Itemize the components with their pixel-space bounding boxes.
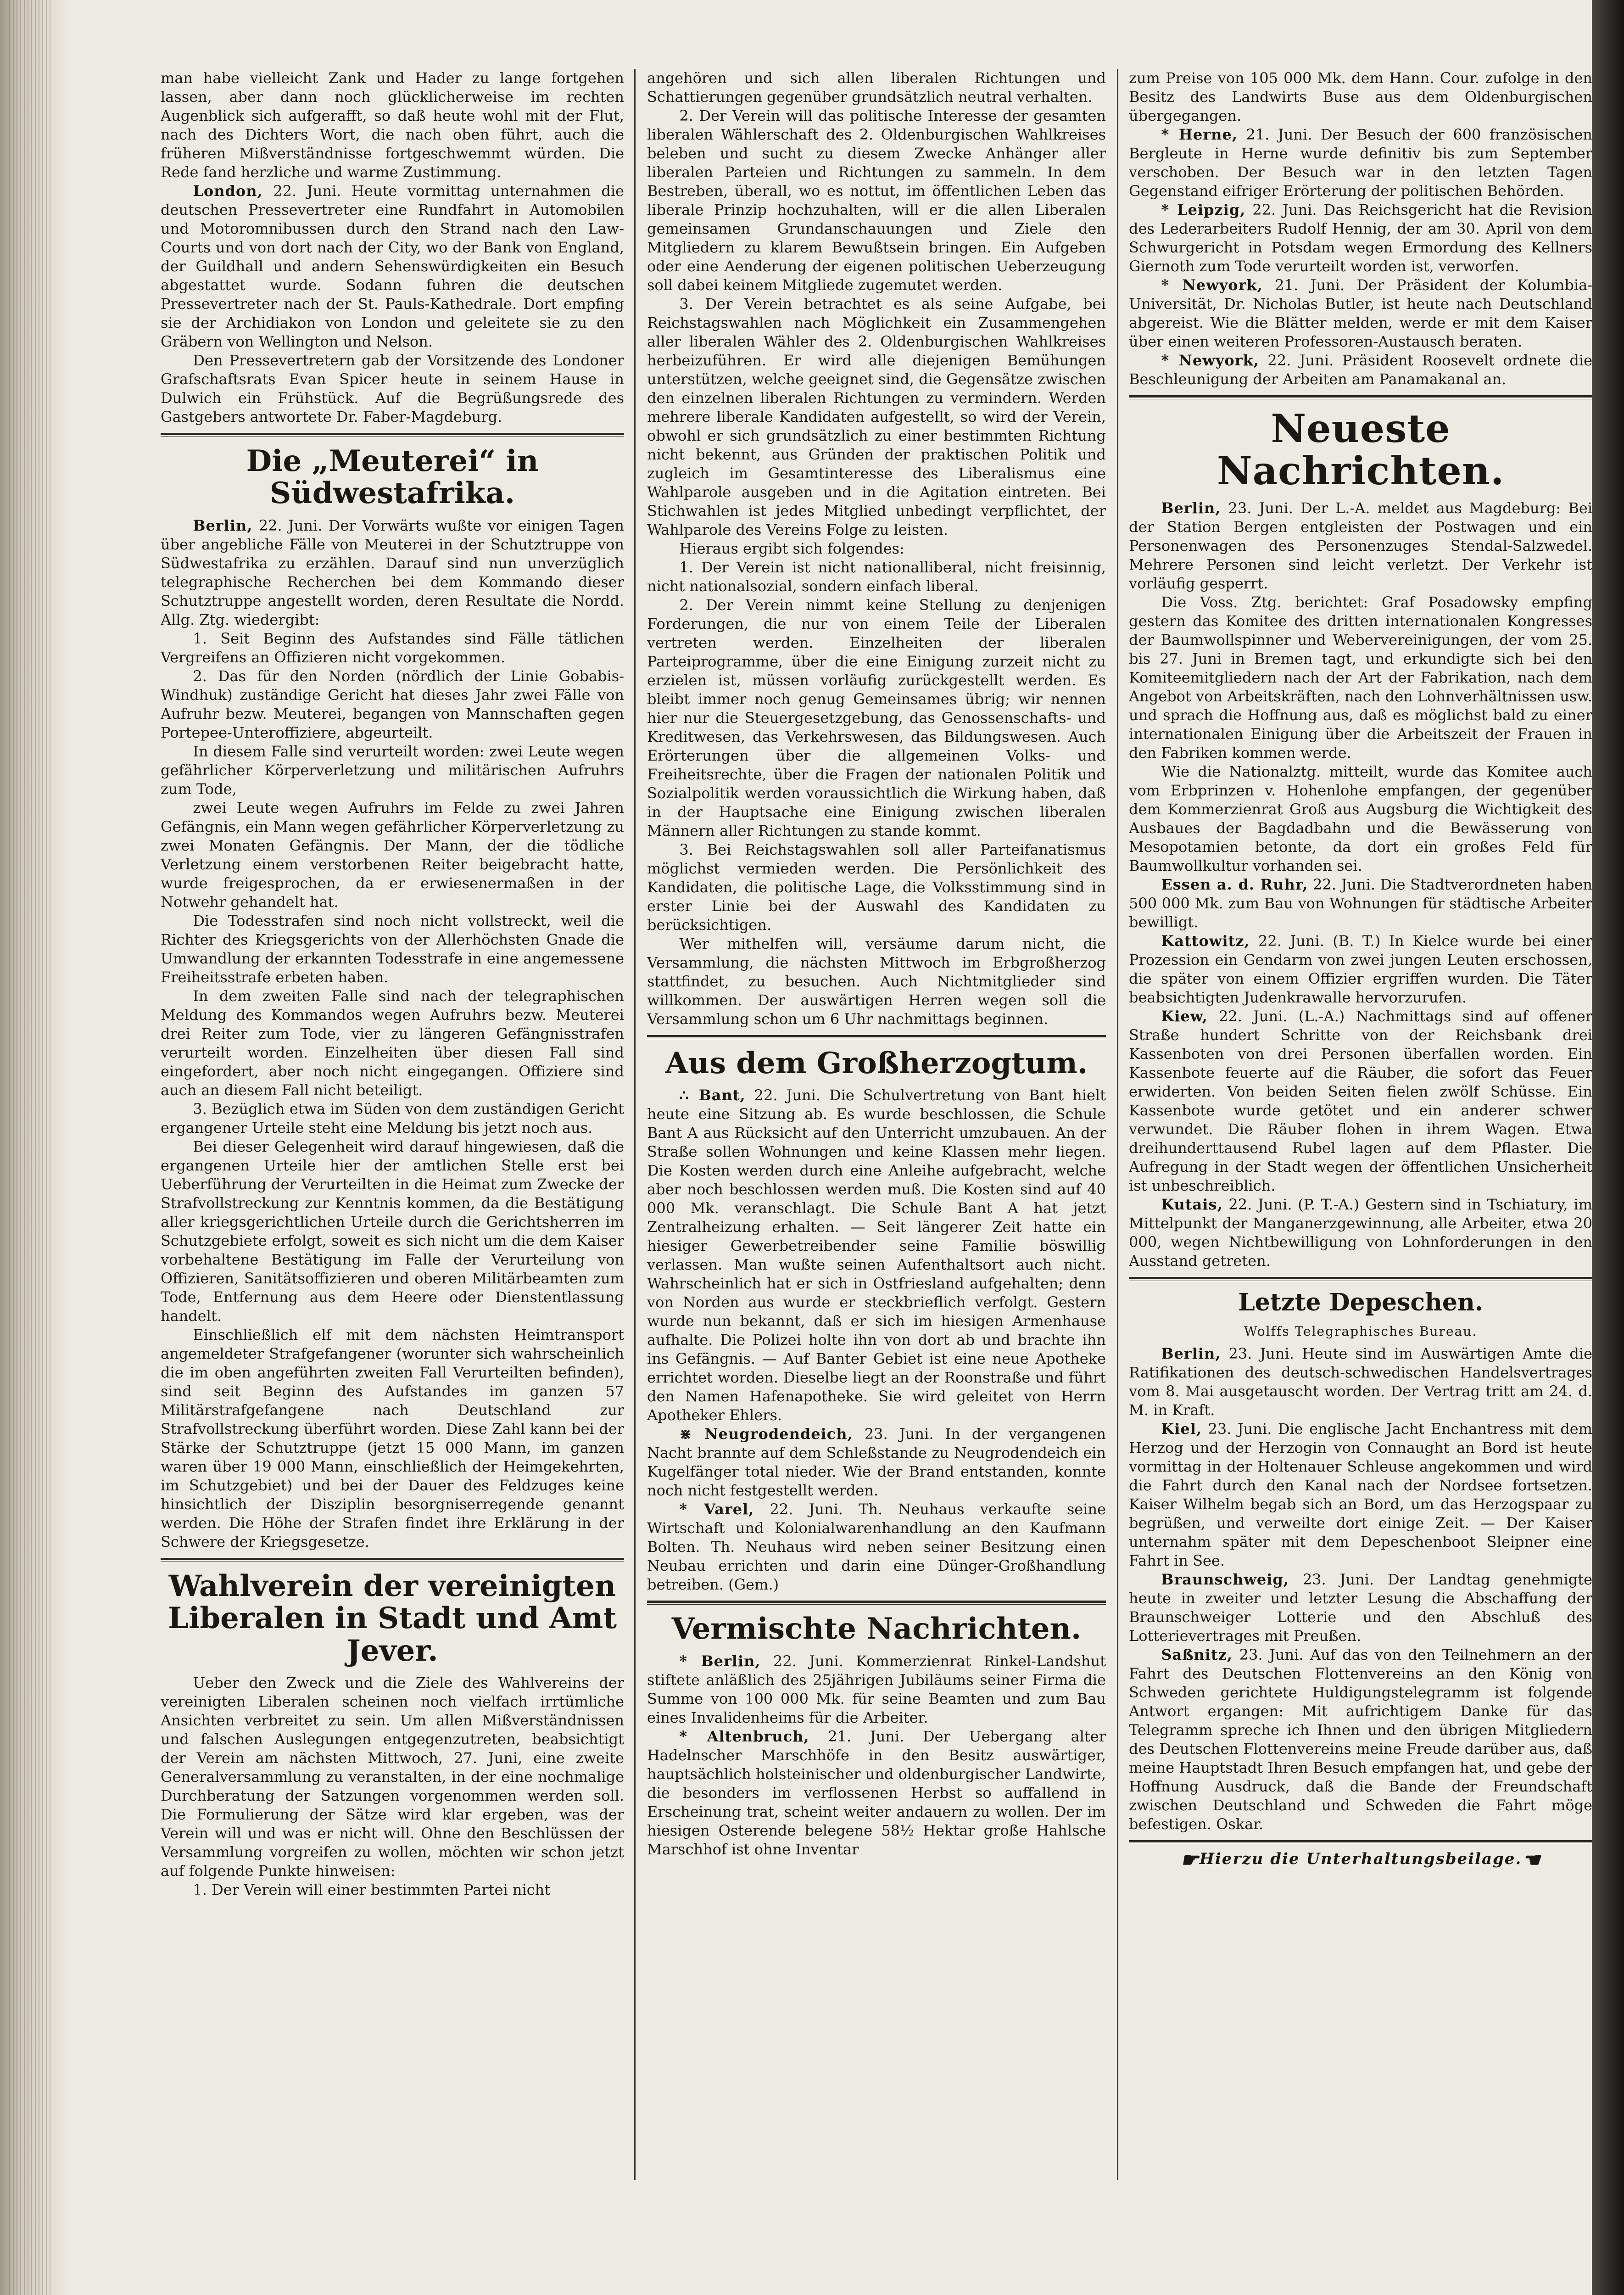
article-paragraph — [647, 295, 1106, 539]
paragraph-text: 22. Juni. Kommerzienrat Rinkel-Landshut stiftete anläßlich des 25jährigen Jubiläums seiner Firma die Summe von 100 000 Mk. für seine Beamten und zum Bau eines Invalidenheims für die Arbeiter. — [647, 1652, 1106, 1726]
paragraph-text: 3. Bezüglich etwa im Süden von dem zuständigen Gericht ergangener Urteile steht eine Meldung bis jetzt noch aus. — [161, 1100, 624, 1136]
dateline: Kiel, — [1161, 1420, 1202, 1438]
paragraph-text: 22. Juni. Die Schulvertretung von Bant hielt heute eine Sitzung ab. Es wurde beschlossen, die Schule Bant A aus Rücksicht auf den Unterricht umzubauen. An der Straße sollen Wohnungen und keine Klassen mehr liegen. Die Kosten werden durch eine Anleihe aufgebracht, welche aber noch beschlossen werden muß. Die Kosten sind auf 40 000 Mk. veranschlagt. Die Schule Bant A hat jetzt Zentralheizung erhalten. — Seit längerer Zeit hatte ein hiesiger Gewerbetreibender seine Familie böswillig verlassen. Man wußte seinen Aufenthaltsort auch nicht. Wahrscheinlich hat er sich in Ostfriesland aufgehalten; denn von Norden aus wurde er steckbrieflich verfolgt. Gestern wurde nun bekannt, daß er sich im hiesigen Armenhause aufhalte. Die Polizei holte ihn von dort ab und brachte ihn ins Gefängnis. — Auf Banter Gebiet ist eine neue Apotheke errichtet worden. Dieselbe liegt an der Roonstraße und führt den Namen Hafenapotheke. Sie wird geleitet von Herrn Apotheker Ehlers. — [647, 1086, 1106, 1424]
dateline: Saßnitz, — [1161, 1646, 1233, 1663]
article-paragraph — [1129, 1420, 1592, 1570]
article-paragraph — [1129, 201, 1592, 276]
article-paragraph — [647, 935, 1106, 1029]
paragraph-text: Bei dieser Gelegenheit wird darauf hingewiesen, daß die ergangenen Urteile hier der amtlichen Stelle erst bei Ueberführung der Verurteilten in die Heimat zum Zwecke der Strafvollstreckung zur Kenntnis kommen, da die Bestätigung aller kriegsgerichtlichen Urteile durch die Gerichtsherren im Schutzgebiete erfolgt, soweit es sich nicht um die dem Kaiser vorbehaltene Bestätigung im Falle der Verurteilung von Offizieren, Sanitätsoffizieren und oberen Militärbeamten zum Tode, Entfernung aus dem Heere oder Dienstentlassung handelt. — [161, 1137, 624, 1325]
column-divider — [634, 69, 636, 2180]
article-paragraph — [161, 351, 624, 426]
dateline: Kiew, — [1161, 1007, 1208, 1025]
section-rule — [1129, 1277, 1592, 1281]
paragraph-text: 22. Juni. (L.-A.) Nachmittags sind auf offener Straße hundert Schritte von der Reichsbank drei Kassenboten von drei Personen überfallen worden. Ein Kassenbote feuerte auf die Räuber, die sofort das Feuer erwiderten. Von beiden Seiten fielen zwölf Schüsse. Ein Kassenbote wurde getötet und ein anderer schwer verwundet. Die Räuber flohen in ihrem Wagen. Etwa dreihunderttausend Rubel lagen auf dem Pflaster. Die Aufregung in der Stadt wegen der öffentlichen Unsicherheit ist unbeschreiblich. — [1129, 1007, 1592, 1194]
paragraph-text: 23. Juni. Auf das von den Teilnehmern an der Fahrt des Deutschen Flottenvereins an den König von Schweden gerichtete Huldigungstelegramm ist folgende Antwort ergangen: Mit aufrichtigem Danke für das Telegramm spreche ich Ihnen und den übrigen Mitgliedern des Deutschen Flottenvereins meine Freude darüber aus, daß meine Hauptstadt Ihren Besuch empfangen hat, und gebe der Hoffnung Ausdruck, daß die Bande der Freundschaft zwischen Deutschland und Schweden die Fahrt möge befestigen. Oskar. — [1129, 1646, 1592, 1833]
column-1 — [161, 69, 624, 2180]
article-paragraph — [647, 539, 1106, 558]
article-paragraph — [1129, 125, 1592, 201]
column-2 — [647, 69, 1106, 2180]
paragraph-text: 22. Juni. Die Stadtverordneten haben 500 000 Mk. zum Bau von Wohnungen für städtische Arbeiter bewilligt. — [1129, 875, 1592, 931]
article-paragraph — [1129, 875, 1592, 932]
dateline: Berlin, — [193, 516, 253, 534]
paragraph-text: Die Todesstrafen sind noch nicht vollstreckt, weil die Richter des Kriegsgerichts von der Allerhöchsten Gnade die Umwandlung der erkannten Todesstrafe in eine angemessene Freiheitsstrafe erbeten haben. — [161, 912, 624, 986]
supplement-note — [1129, 1850, 1592, 1870]
section-headline: Vermischte Nachrichten. — [671, 1612, 1082, 1646]
section-rule — [647, 1601, 1106, 1605]
article-paragraph — [1129, 499, 1592, 593]
dateline: * Leipzig, — [1161, 201, 1246, 218]
article-paragraph — [1129, 69, 1592, 125]
paragraph-text: 2. Der Verein will das politische Interesse der gesamten liberalen Wählerschaft des 2. Oldenburgischen Wahlkreises beleben und sucht zu diesem Zwecke Anhänger aller liberalen Parteien und Richtungen zu sammeln. In dem Bestreben, überall, wo es nottut, im öffentlichen Leben das liberale Prinzip hochzuhalten, will er die allen Liberalen gemeinsamen Grundanschauungen und Ziele den Mitgliedern zu klarem Bewußtsein bringen. Ein Aufgeben oder eine Aenderung der eigenen politischen Ueberzeugung soll dabei keinem Mitgliede zugemutet werden. — [647, 107, 1106, 294]
article-paragraph — [161, 1137, 624, 1326]
dateline: Berlin, — [1161, 1344, 1221, 1362]
dateline: * Berlin, — [679, 1652, 761, 1670]
article-paragraph — [647, 1652, 1106, 1727]
dateline: * Altenbruch, — [679, 1727, 809, 1745]
article-paragraph — [161, 516, 624, 629]
paragraph-text: 22. Juni. Th. Neuhaus verkaufte seine Wirtschaft und Kolonialwarenhandlung an den Kaufmann Bolten. Th. Neuhaus wird neben seiner Besitzung einen Neubau errichten und darin eine Dünger-Großhandlung betreiben. (Gem.) — [647, 1500, 1106, 1594]
article-paragraph — [647, 1500, 1106, 1594]
pointing-hand-icon: ☚ — [1522, 1848, 1541, 1872]
paragraph-text: 21. Juni. Der Uebergang alter Hadelnscher Marschhöfe in den Besitz auswärtiger, hauptsächlich holsteinischer und oldenburgischer Landwirte, die besonders im verflossenen Herbst so auffallend in Erscheinung trat, scheint weiter andauern zu wollen. Der im hiesigen Osterende belegene 58½ Hektar große Hahlsche Marschhof ist ohne Inventar — [647, 1727, 1106, 1858]
dateline: Essen a. d. Ruhr, — [1161, 875, 1308, 893]
section-headline: Die „Meuterei“ in Südwestafrika. — [246, 444, 539, 511]
dateline: ∴ Bant, — [679, 1086, 746, 1104]
paragraph-text: 22. Juni. Das Reichsgericht hat die Revision des Lederarbeiters Rudolf Hennig, der am 30. April von dem Schwurgericht in Potsdam wegen Ermordung des Kellners Giernoth zum Tode verurteilt worden ist, verworfen. — [1129, 201, 1592, 275]
article-paragraph — [647, 1727, 1106, 1859]
paragraph-text: Wie die Nationalztg. mitteilt, wurde das Komitee auch vom Erbprinzen v. Hohenlohe empfangen, der gegenüber dem Kommerzienrat Groß aus Augsburg die Wichtigkeit des Ausbaues der Bagdadbahn und die Bewässerung von Mesopotamien betonte, da dort ein großes Feld für Baumwollkultur vorhanden sei. — [1129, 762, 1592, 874]
article-paragraph — [1129, 932, 1592, 1007]
paragraph-text: Einschließlich elf mit dem nächsten Heimtransport angemeldeter Strafgefangener (worunter sich wahrscheinlich die im oben angeführten zweiten Fall Verurteilten befinden), sind seit Beginn des Aufstandes im ganzen 57 Militärstrafgefangene nach Deutschland zur Strafvollstreckung überführt worden. Diese Zahl kann bei der Stärke der Schutztruppe (jetzt 15 000 Mann, im ganzen waren über 19 000 Mann, einschließlich der Heimgekehrten, im Schutzgebiet) und bei der Dauer des Feldzuges keine hinsichtlich der Disziplin besorgniserregende genannt werden. Die Höhe der Strafen findet ihre Erklärung in der Schwere der Kriegsgesetze. — [161, 1326, 624, 1551]
paragraph-text: 2. Das für den Norden (nördlich der Linie Gobabis-Windhuk) zuständige Gericht hat dieses Jahr zwei Fälle von Aufruhr bezw. Meuterei, begangen von Mannschaften gegen Portepee-Unteroffiziere, abgeurteilt. — [161, 667, 624, 741]
newspaper-page — [151, 69, 1597, 2180]
article-paragraph — [647, 106, 1106, 295]
paragraph-text: zwei Leute wegen Aufruhrs im Felde zu zwei Jahren Gefängnis, ein Mann wegen gefährlicher Körperverletzung zu zwei Monaten Gefängnis. Der Mann, der die tödliche Verletzung einem verstorbenen Reiter beigebracht hatte, wurde freigesprochen, da er erwiesenermaßen in der Notwehr gehandelt hat. — [161, 799, 624, 911]
pointing-hand-icon: ☛ — [1180, 1848, 1200, 1872]
dateline: Kattowitz, — [1161, 932, 1250, 950]
paragraph-text: zum Preise von 105 000 Mk. dem Hann. Cour. zufolge in den Besitz des Landwirts Buse aus dem Oldenburgischen übergegangen. — [1129, 69, 1592, 124]
dateline: * Herne, — [1161, 126, 1238, 143]
dateline: London, — [193, 182, 263, 200]
section-rule — [647, 1035, 1106, 1039]
paragraph-text: 23. Juni. Die englische Jacht Enchantress mit dem Herzog und der Herzogin von Connaught an Bord ist heute vormittag in der Holtenauer Schleuse angekommen und wird die Fahrt durch den Kanal nach der Nordsee fortsetzen. Kaiser Wilhelm begab sich an Bord, um das Herzogspaar zu begrüßen, und verweilte dort einige Zeit. — Der Kaiser unternahm später mit dem Depeschenboot Sleipner eine Fahrt in See. — [1129, 1420, 1592, 1569]
section-subtitle: Wolffs Telegraphisches Bureau. — [1244, 1323, 1478, 1339]
article-paragraph — [1129, 1570, 1592, 1646]
paragraph-text: 23. Juni. Der L.-A. meldet aus Magdeburg: Bei der Station Bergen entgleisten der Postwagen und ein Personenwagen des Personenzuges Stendal-Salzwedel. Mehrere Personen sind leicht verletzt. Der Verkehr ist vorläufig gesperrt. — [1129, 499, 1592, 592]
dateline: Braunschweig, — [1161, 1570, 1289, 1588]
section-headline: Aus dem Großherzogtum. — [665, 1046, 1088, 1080]
paragraph-text: Wer mithelfen will, versäume darum nicht, die Versammlung, die nächsten Mittwoch im Erbgroßherzog stattfindet, zu besuchen. Auch Nichtmitglieder sind willkommen. Der auswärtigen Herren wegen soll die Versammlung schon um 6 Uhr nachmittags beginnen. — [647, 935, 1106, 1028]
paragraph-text: 23. Juni. In der vergangenen Nacht brannte auf dem Schleßstande zu Neugrodendeich ein Kugelfänger total nieder. Wie der Brand entstanden, konnte noch nicht festgestellt werden. — [647, 1425, 1106, 1500]
paragraph-text: 2. Der Verein nimmt keine Stellung zu denjenigen Forderungen, die nur von einem Teile der Liberalen vertreten werden. Einzelheiten der liberalen Parteiprogramme, über die eine Einigung zurzeit nicht zu erzielen ist, müssen vorläufig zurückgestellt werden. Es bleibt immer noch genug Gemeinsames übrig; wir nennen hier nur die Steuergesetzgebung, das Genossenschafts- und Kreditwesen, das Verkehrswesen, das Bildungswesen. Auch Erörterungen über die allgemeinen Volks- und Freiheitsrechte, über die Fragen der nationalen Politik und Sozialpolitik werden voraussichtlich die Wirkung haben, daß in der Hauptsache eine Einigung zwischen liberalen Männern aller Richtungen zu stande kommt. — [647, 596, 1106, 840]
article-paragraph — [1129, 276, 1592, 351]
article-paragraph — [647, 1425, 1106, 1500]
section-headline: Wahlverein der vereinigten Liberalen in Stadt und Amt Jever. — [168, 1568, 617, 1668]
paragraph-text: 1. Seit Beginn des Aufstandes sind Fälle tätlichen Vergreifens an Offizieren nicht vorgekommen. — [161, 629, 624, 666]
paragraph-text: 23. Juni. Heute sind im Auswärtigen Amte die Ratifikationen des deutsch-schwedischen Handelsvertrages vom 8. Mai ausgetauscht worden. Der Vertrag tritt am 24. d. M. in Kraft. — [1129, 1344, 1592, 1419]
paragraph-text: 23. Juni. Der Landtag genehmigte heute in zweiter und letzter Lesung die Abschaffung der Braunschweiger Lotterie und den Abschluß des Lotterievertrages mit Preußen. — [1129, 1570, 1592, 1645]
section-rule — [161, 1558, 624, 1562]
book-spine-edge — [0, 0, 69, 2295]
paragraph-text: 22. Juni. (P. T.-A.) Gestern sind in Tschiatury, im Mittelpunkt der Manganerzgewinnung, alle Arbeiter, etwa 20 000, wegen Nichtbewilligung von Lohnforderungen in den Ausstand getreten. — [1129, 1195, 1592, 1270]
paragraph-text: 22. Juni. Der Vorwärts wußte vor einigen Tagen über angebliche Fälle von Meuterei in der Schutztruppe von Südwestafrika zu erzählen. Darauf sind nun unverzüglich telegraphische Recherchen bei dem Kommando dieser Schutztruppe angestellt worden, deren Resultate die Nordd. Allg. Ztg. wiedergibt: — [161, 516, 624, 628]
paragraph-text: man habe vielleicht Zank und Hader zu lange fortgehen lassen, aber dann noch glücklicherweise im rechten Augenblick sich aufgerafft, so daß heute wohl mit der Flut, nach des Dichters Wort, die nach oben führt, auch die früheren Mißverständnisse fortgeschwemmt würden. Die Rede fand herzliche und warme Zustimmung. — [161, 69, 624, 181]
paragraph-text: angehören und sich allen liberalen Richtungen und Schattierungen gegenüber grundsätzlich neutral verhalten. — [647, 69, 1106, 106]
article-paragraph — [161, 629, 624, 667]
section-headline: Neueste Nachrichten. — [1217, 406, 1505, 494]
dateline: * Newyork, — [1161, 352, 1259, 369]
paragraph-text: Ueber den Zweck und die Ziele des Wahlvereins der vereinigten Liberalen scheinen noch vielfach irrtümliche Ansichten verbreitet zu sein. Um allen Mißverständnissen und falschen Auslegungen entgegenzutreten, beabsichtigt der Verein am nächsten Mittwoch, 27. Juni, eine zweite Generalversammlung zu veranstalten, in der eine nochmalige Durchberatung der Satzungen vorgenommen werden soll. Die Formulierung der Sätze wird klar ergeben, was der Verein will und was er nicht will. Ohne den Beschlüssen der Versammlung vorgreifen zu wollen, möchten wir schon jetzt auf folgende Punkte hinweisen: — [161, 1674, 624, 1880]
dateline: Kutais, — [1161, 1195, 1223, 1213]
article-paragraph — [161, 667, 624, 742]
section-rule — [161, 433, 624, 437]
article-paragraph — [161, 1881, 624, 1899]
article-paragraph — [1129, 593, 1592, 762]
article-paragraph — [161, 1326, 624, 1551]
article-paragraph — [161, 69, 624, 182]
paragraph-text: 3. Der Verein betrachtet es als seine Aufgabe, bei Reichstagswahlen nach Möglichkeit ein Zusammengehen aller liberalen Wähler des 2. Oldenburgischen Wahlkreises herbeizuführen. Er wird alle diejenigen Bemühungen unterstützen, welche geeignet sind, die Gegensätze zwischen den einzelnen liberalen Richtungen zu vermindern. Werden mehrere liberale Kandidaten aufgestellt, so wird der Verein, obwohl er sich grundsätzlich zu einer bestimmten Richtung nicht bekennt, aus Gründen der praktischen Politik und zugleich im Gesamtinteresse des Liberalismus eine Wahlparole ausgeben und in die Agitation eintreten. Bei Stichwahlen ist jedes Mitglied unbedingt verpflichtet, der Wahlparole des Vereins Folge zu leisten. — [647, 295, 1106, 538]
article-paragraph — [647, 558, 1106, 596]
dateline: * Varel, — [679, 1500, 754, 1518]
paragraph-text: 21. Juni. Der Besuch der 600 französischen Bergleute in Herne wurde definitiv bis zum September verschoben. Der Besuch war in den letzten Tagen Gegenstand eifriger Erörterung der politischen Behörden. — [1129, 126, 1592, 200]
article-paragraph — [1129, 1344, 1592, 1420]
paragraph-text: In dem zweiten Falle sind nach der telegraphischen Meldung des Kommandos wegen Aufruhrs bezw. Meuterei drei Reiter zum Tode, vier zu längeren Gefängnisstrafen verurteilt worden. Einzelheiten über diesen Fall sind eingefordert, aber noch nicht eingegangen. Offiziere sind auch an diesem Fall nicht beteiligt. — [161, 987, 624, 1099]
column-3 — [1129, 69, 1592, 2180]
dateline: * Newyork, — [1161, 276, 1263, 294]
article-paragraph — [647, 596, 1106, 840]
paragraph-text: 1. Der Verein ist nicht nationalliberal, nicht freisinnig, nicht nationalsozial, sondern einfach liberal. — [647, 559, 1106, 595]
section-headline: Letzte Depeschen. — [1238, 1288, 1483, 1316]
article-paragraph — [161, 1100, 624, 1137]
article-paragraph — [1129, 351, 1592, 389]
article-paragraph — [161, 987, 624, 1100]
paragraph-text: 22. Juni. (B. T.) In Kielce wurde bei einer Prozession ein Gendarm von zwei jungen Leuten erschossen, die später von einem Offizier ergriffen wurden. Die Täter beabsichtigten Judenkrawalle hervorzurufen. — [1129, 932, 1592, 1006]
paragraph-text: 22. Juni. Heute vormittag unternahmen die deutschen Pressevertreter eine Rundfahrt in Automobilen und Motoromnibussen durch den Strand nach den Law-Courts und von dort nach der City, wo der Bank von England, der Guildhall und andern Sehenswürdigkeiten ein Besuch abgestattet wurde. Sodann fuhren die deutschen Pressevertreter nach der St. Pauls-Kathedrale. Dort empfing sie der Archidiakon von London und geleitete sie zu den Gräbern von Wellington und Nelson. — [161, 182, 624, 350]
section-rule — [1129, 1840, 1592, 1844]
dateline: Berlin, — [1161, 499, 1221, 517]
paragraph-text: 1. Der Verein will einer bestimmten Partei nicht — [193, 1881, 551, 1898]
dateline: ⋇ Neugrodendeich, — [679, 1425, 853, 1443]
paragraph-text: Die Voss. Ztg. berichtet: Graf Posadowsky empfing gestern das Komitee des dritten internationalen Kongresses der Baumwollspinner und Webervereinigungen, der vom 25. bis 27. Juni in Bremen tagt, und erkundigte sich bei den Komiteemitgliedern nach der Art der Fabrikation, nach dem Angebot von Arbeitskräften, nach den Lohnverhältnissen usw. und sprach die Hoffnung aus, daß es möglichst bald zu einer internationalen Einigung über die Arbeitszeit der Frauen in den Fabriken kommen werde. — [1129, 593, 1592, 761]
article-paragraph — [161, 799, 624, 912]
paragraph-text: 3. Bei Reichstagswahlen soll aller Parteifanatismus möglichst vermieden werden. Die Persönlichkeit des Kandidaten, die politische Lage, die Volksstimmung sind in erster Linie bei der Auswahl des Kandidaten zu berücksichtigen. — [647, 841, 1106, 934]
paragraph-text: In diesem Falle sind verurteilt worden: zwei Leute wegen gefährlicher Körperverletzung und militärischen Aufruhrs zum Tode, — [161, 742, 624, 798]
section-rule — [1129, 395, 1592, 399]
article-paragraph — [161, 1674, 624, 1881]
article-paragraph — [647, 1086, 1106, 1425]
article-paragraph — [647, 840, 1106, 935]
page-stack-lines — [9, 0, 53, 2295]
article-paragraph — [1129, 1007, 1592, 1195]
supplement-note-text: Hierzu die Unterhaltungsbeilage. — [1199, 1849, 1522, 1868]
article-paragraph — [1129, 1646, 1592, 1834]
article-paragraph — [161, 742, 624, 799]
article-paragraph — [1129, 762, 1592, 875]
article-paragraph — [161, 912, 624, 987]
paragraph-text: 21. Juni. Der Präsident der Kolumbia-Universität, Dr. Nicholas Butler, ist heute nach Deutschland abgereist. Wie die Blätter melden, werde er mit dem Kaiser über einen weiteren Professoren-Austausch beraten. — [1129, 276, 1592, 350]
paragraph-text: Den Pressevertretern gab der Vorsitzende des Londoner Grafschaftsrats Evan Spicer heute in seinem Hause in Dulwich ein Frühstück. Auf die Begrüßungsrede des Gastgebers antwortete Dr. Faber-Magdeburg. — [161, 352, 624, 425]
paragraph-text: Hieraus ergibt sich folgendes: — [679, 540, 904, 557]
article-paragraph — [647, 69, 1106, 106]
article-paragraph — [1129, 1195, 1592, 1271]
article-paragraph — [161, 182, 624, 351]
paragraph-text: 22. Juni. Präsident Roosevelt ordnete die Beschleunigung der Arbeiten am Panamakanal an. — [1129, 352, 1592, 388]
column-divider — [1117, 69, 1118, 2180]
